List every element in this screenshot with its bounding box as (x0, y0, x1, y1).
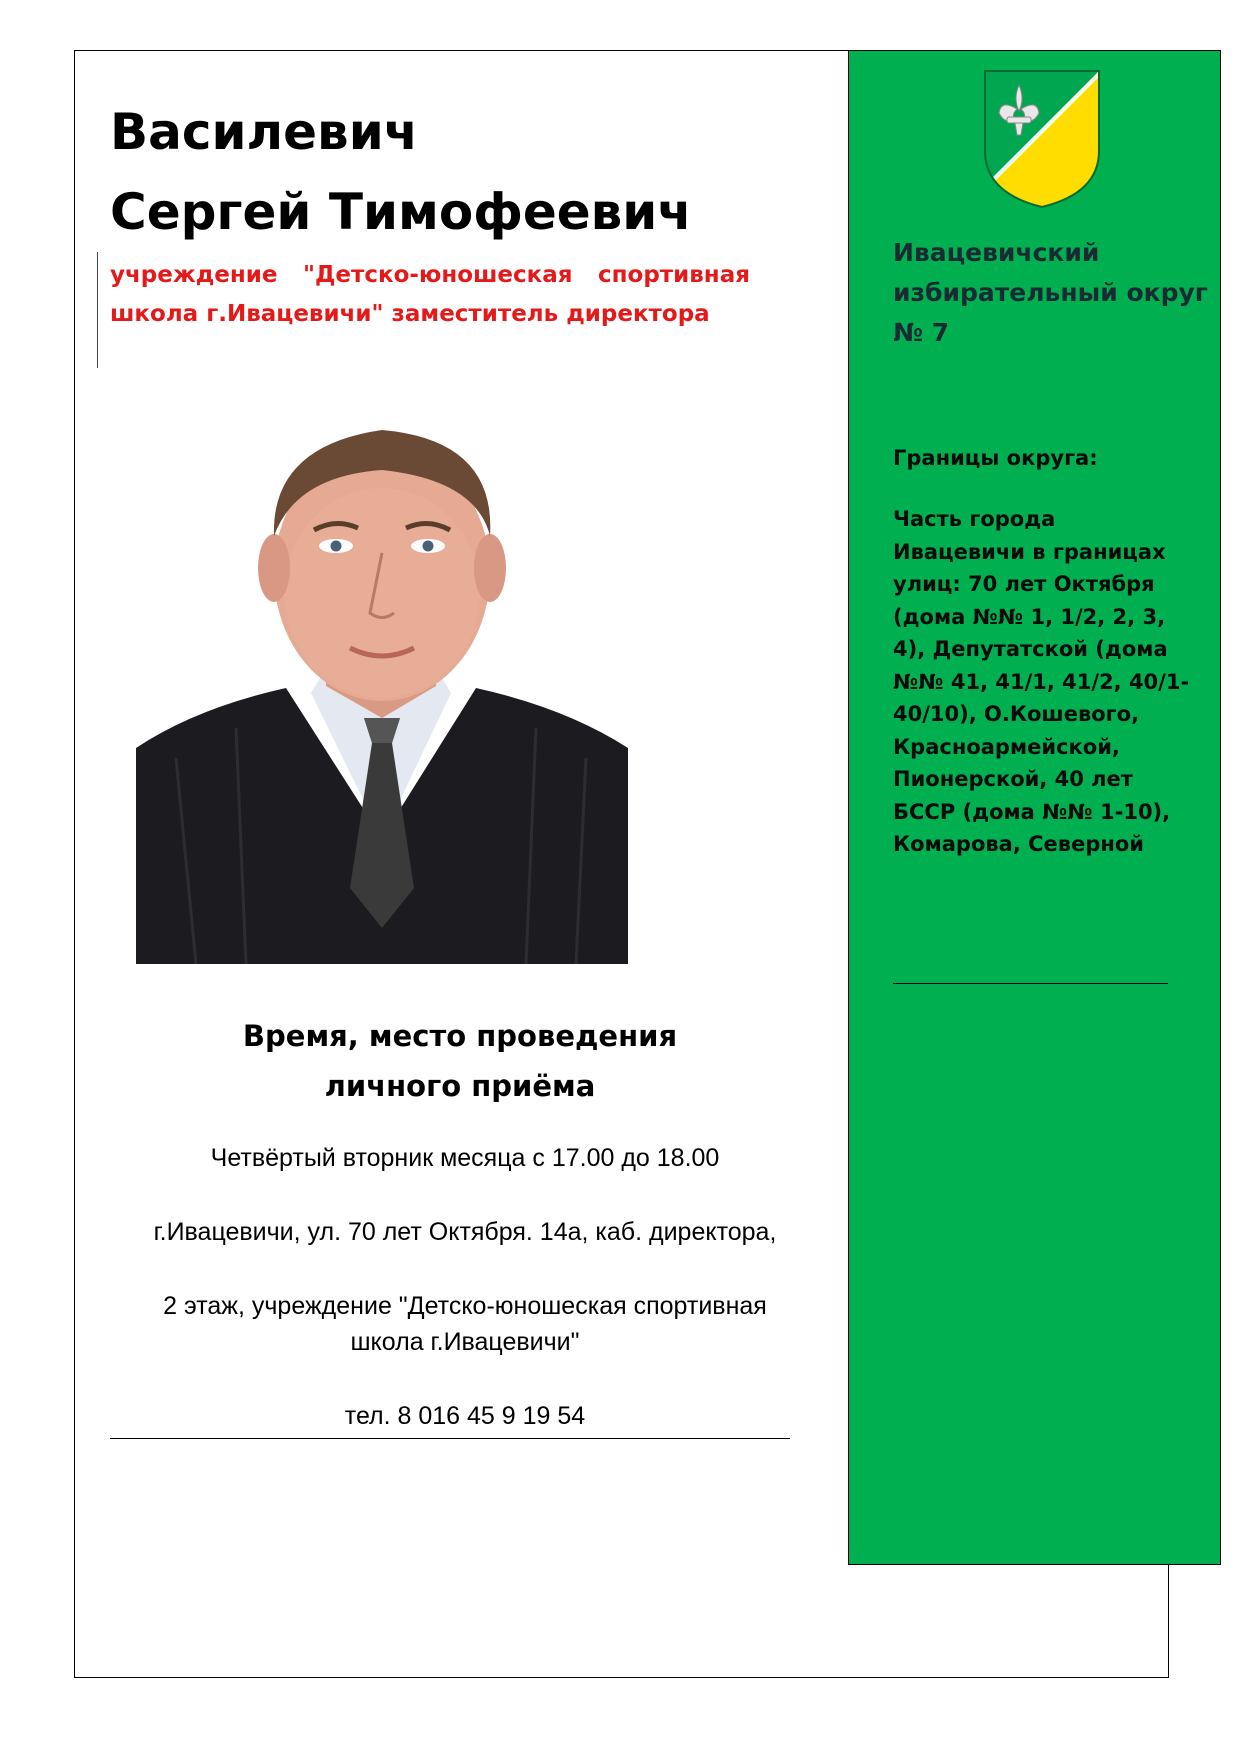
reception-details (100, 1140, 830, 1434)
reception-phone: тел. 8 016 45 9 19 54 (344, 1402, 586, 1430)
reception-address-line-1: г.Ивацевичи, ул. 70 лет Октября. 14а, каб. директора, (153, 1218, 777, 1246)
district-title: Ивацевичский избирательный округ № 7 (893, 238, 1208, 347)
district-bounds-text: Часть города Ивацевичи в границах улиц: 70 лет Октября (дома №№ 1, 1/2, 2, 3, 4), Депутатской (дома №№ 41, 41/1, 41/2, 40/1-40/10), О.Кошевого, Красноармейской, Пионерской, 40 лет БССР (дома №№ 1-10), Комарова, Северной (893, 507, 1190, 856)
panel-divider (893, 983, 1168, 984)
district-panel (848, 50, 1221, 1565)
bottom-divider (110, 1438, 790, 1439)
reception-address-line-2: 2 этаж, учреждение "Детско-юношеская спортивная (163, 1292, 767, 1320)
candidate-position: учреждение "Детско-юношеская спортивная школа г.Ивацевичи" заместитель директора (110, 262, 750, 327)
district-bounds-heading: Границы округа: (893, 446, 1098, 470)
candidate-photo (136, 418, 628, 964)
candidate-surname: Василевич (110, 103, 419, 161)
reception-address-line-3: школа г.Ивацевичи" (350, 1328, 580, 1356)
emblem-icon (983, 69, 1101, 209)
candidate-given-names: Сергей Тимофеевич (110, 183, 692, 241)
reception-heading-line-2: личного приёма (324, 1069, 596, 1103)
candidate-name (110, 92, 810, 252)
position-side-rule (97, 252, 98, 368)
reception-heading (140, 1011, 780, 1111)
reception-heading-line-1: Время, место проведения (242, 1019, 678, 1053)
reception-schedule: Четвёртый вторник месяца с 17.00 до 18.00 (210, 1144, 720, 1172)
portrait-icon (136, 418, 628, 964)
